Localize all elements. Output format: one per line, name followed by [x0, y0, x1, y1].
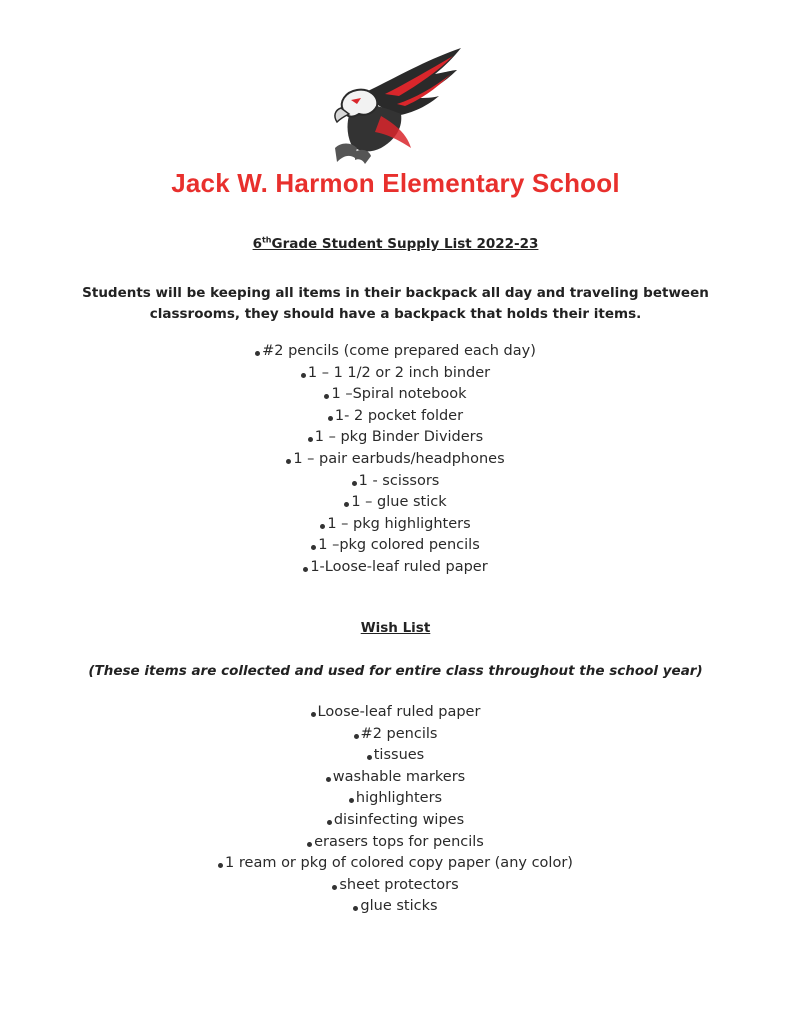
list-item-text: erasers tops for pencils	[314, 833, 484, 850]
supply-list	[0, 341, 791, 579]
list-item	[0, 702, 791, 724]
list-item-text: washable markers	[332, 768, 466, 785]
bullet-dot-icon	[326, 777, 331, 782]
list-item	[0, 535, 791, 557]
list-item-text: #2 pencils (come prepared each day)	[262, 343, 536, 359]
title-grade: 6	[252, 236, 262, 252]
list-item	[0, 724, 791, 746]
list-item	[0, 832, 791, 854]
title-ordinal-suffix: th	[261, 235, 272, 245]
list-item	[0, 384, 791, 406]
bullet-dot-icon	[352, 481, 357, 486]
list-item-text: #2 pencils	[360, 725, 438, 742]
bullet-dot-icon	[332, 885, 337, 890]
list-item	[0, 788, 791, 810]
title-rest: Grade Student Supply List 2022-23	[271, 236, 539, 252]
list-item-text: highlighters	[355, 790, 443, 807]
list-item	[0, 492, 791, 514]
list-item-text: 1 - scissors	[358, 472, 440, 489]
bullet-dot-icon	[303, 567, 308, 572]
intro-text: Students will be keeping all items in their backpack all day and traveling between classrooms, they should have a backpack that holds their items.	[82, 285, 709, 322]
list-item-text: 1- 2 pocket folder	[334, 407, 464, 424]
bullet-dot-icon	[367, 755, 372, 760]
bullet-dot-icon	[349, 798, 354, 803]
list-item-text: Loose-leaf ruled paper	[317, 704, 481, 720]
list-item	[0, 341, 791, 363]
list-item-text: disinfecting wipes	[333, 811, 465, 828]
list-item-text: 1 – pkg highlighters	[327, 515, 471, 532]
wish-list	[0, 702, 791, 918]
bullet-dot-icon	[311, 545, 316, 550]
wish-list-note: (These items are collected and used for entire class throughout the school year)	[88, 663, 703, 679]
list-item-text: 1 – pair earbuds/headphones	[293, 450, 505, 467]
eagle-mascot-icon	[325, 44, 465, 168]
bullet-dot-icon	[328, 416, 333, 421]
list-item-text: 1 –pkg colored pencils	[318, 537, 480, 554]
bullet-dot-icon	[311, 712, 316, 717]
bullet-dot-icon	[307, 842, 312, 847]
bullet-dot-icon	[327, 820, 332, 825]
school-name: Jack W. Harmon Elementary School	[171, 168, 620, 198]
list-item-text: 1 – glue stick	[351, 494, 447, 511]
list-item	[0, 853, 791, 875]
list-item	[0, 471, 791, 493]
list-item	[0, 427, 791, 449]
list-item-text: 1 –Spiral notebook	[331, 386, 467, 403]
bullet-dot-icon	[354, 734, 359, 739]
list-item-text: glue sticks	[360, 898, 438, 915]
list-item	[0, 363, 791, 385]
list-item-text: tissues	[373, 747, 425, 764]
list-item-text: sheet protectors	[339, 876, 459, 893]
list-item-text: 1 – 1 1/2 or 2 inch binder	[307, 364, 491, 381]
bullet-dot-icon	[308, 437, 313, 442]
supply-list-title	[0, 236, 791, 252]
bullet-dot-icon	[353, 906, 358, 911]
list-item-text: 1-Loose-leaf ruled paper	[310, 558, 488, 575]
list-item	[0, 406, 791, 428]
bullet-dot-icon	[320, 524, 325, 529]
list-item	[0, 449, 791, 471]
list-item-text: 1 ream or pkg of colored copy paper (any color)	[225, 855, 573, 872]
bullet-dot-icon	[286, 459, 291, 464]
bullet-dot-icon	[301, 373, 306, 378]
list-item	[0, 514, 791, 536]
list-item	[0, 745, 791, 767]
bullet-dot-icon	[218, 863, 223, 868]
list-item	[0, 810, 791, 832]
bullet-dot-icon	[255, 351, 260, 356]
list-item-text: 1 – pkg Binder Dividers	[314, 429, 484, 446]
list-item	[0, 896, 791, 918]
list-item	[0, 875, 791, 897]
bullet-dot-icon	[344, 502, 349, 507]
wish-list-title: Wish List	[360, 620, 431, 636]
list-item	[0, 557, 791, 579]
list-item	[0, 767, 791, 789]
bullet-dot-icon	[324, 394, 329, 399]
